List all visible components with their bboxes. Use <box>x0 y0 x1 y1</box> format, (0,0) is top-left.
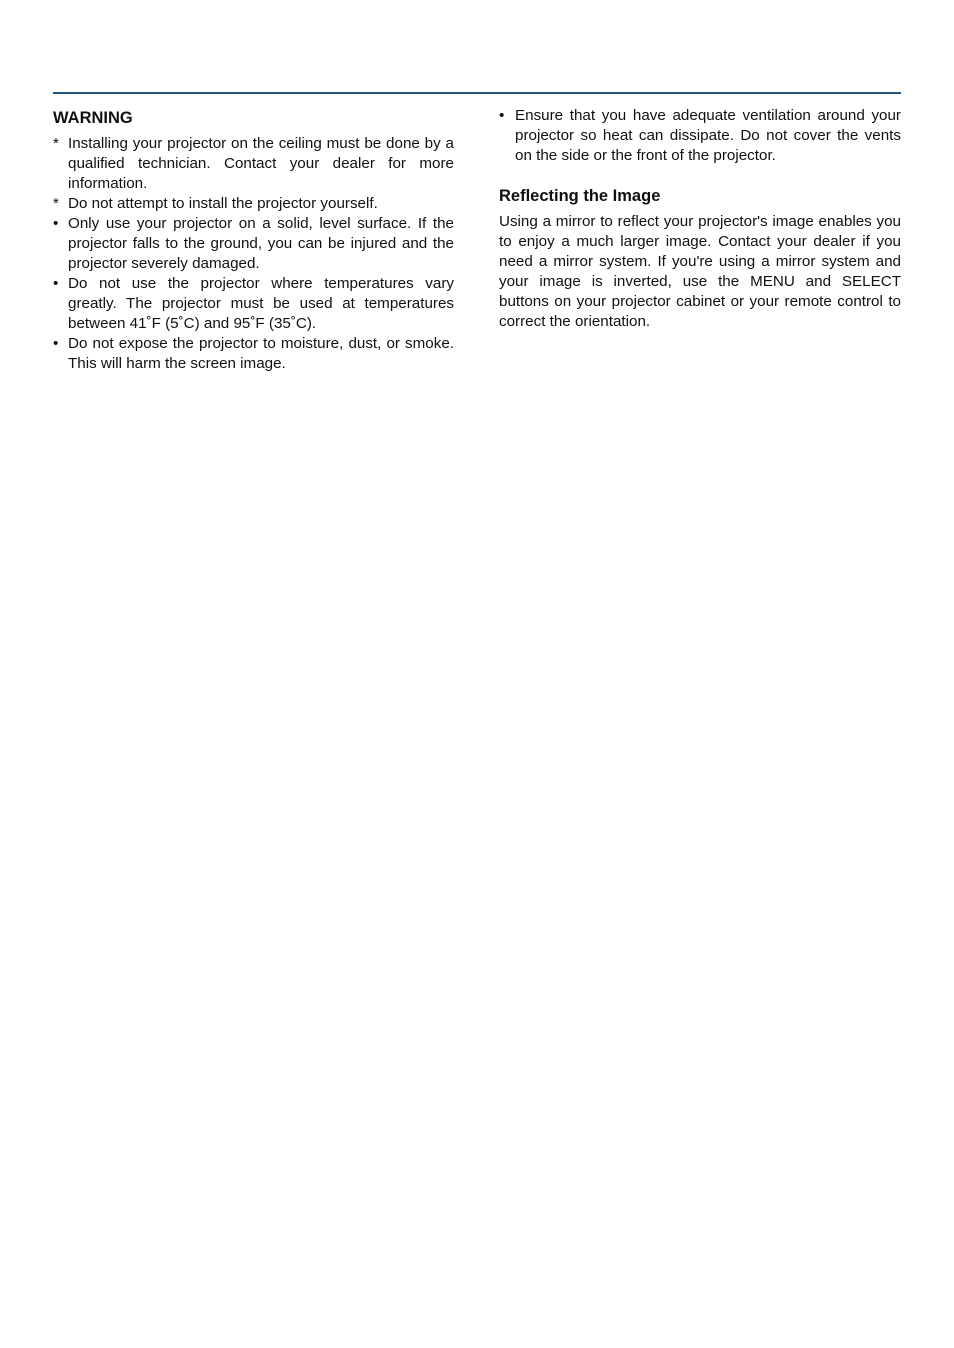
list-item <box>499 106 901 166</box>
warning-list <box>53 134 454 374</box>
list-item <box>53 334 454 374</box>
list-item-text: Do not use the projector where temperatures vary greatly. The projector must be used at temperatures between 41˚F (5˚C) and 95˚F (35˚C). <box>68 275 454 332</box>
right-column <box>499 106 901 332</box>
section-heading: Reflecting the Image <box>499 187 661 205</box>
list-item <box>53 194 454 214</box>
left-column <box>53 106 454 374</box>
asterisk-marker: * <box>53 135 59 152</box>
list-item <box>53 214 454 274</box>
list-item-text: Only use your projector on a solid, level surface. If the projector falls to the ground, you can be injured and the projector severely damaged. <box>68 215 454 272</box>
warning-heading: WARNING <box>53 109 133 127</box>
asterisk-marker: * <box>53 195 59 212</box>
list-item-text: Installing your projector on the ceiling must be done by a qualified technician. Contact your dealer for more information. <box>68 135 454 192</box>
top-rule <box>53 92 901 94</box>
bullet-marker: • <box>499 107 505 124</box>
section-paragraph: Using a mirror to reflect your projector's image enables you to enjoy a much larger image. Contact your dealer if you need a mirror system. If you're using a mirror system and your image is inverted, use the MENU and SELECT buttons on your projector cabinet or your remote control to correct the orientation. <box>499 213 901 330</box>
list-item-text: Do not expose the projector to moisture, dust, or smoke. This will harm the screen image. <box>68 335 454 372</box>
list-item-text: Do not attempt to install the projector yourself. <box>68 195 378 212</box>
list-item <box>53 274 454 334</box>
ventilation-list <box>499 106 901 166</box>
bullet-marker: • <box>53 215 59 232</box>
bullet-marker: • <box>53 275 59 292</box>
bullet-marker: • <box>53 335 59 352</box>
list-item-text: Ensure that you have adequate ventilation around your projector so heat can dissipate. Do not cover the vents on the side or the front of the projector. <box>515 107 901 164</box>
list-item <box>53 134 454 194</box>
